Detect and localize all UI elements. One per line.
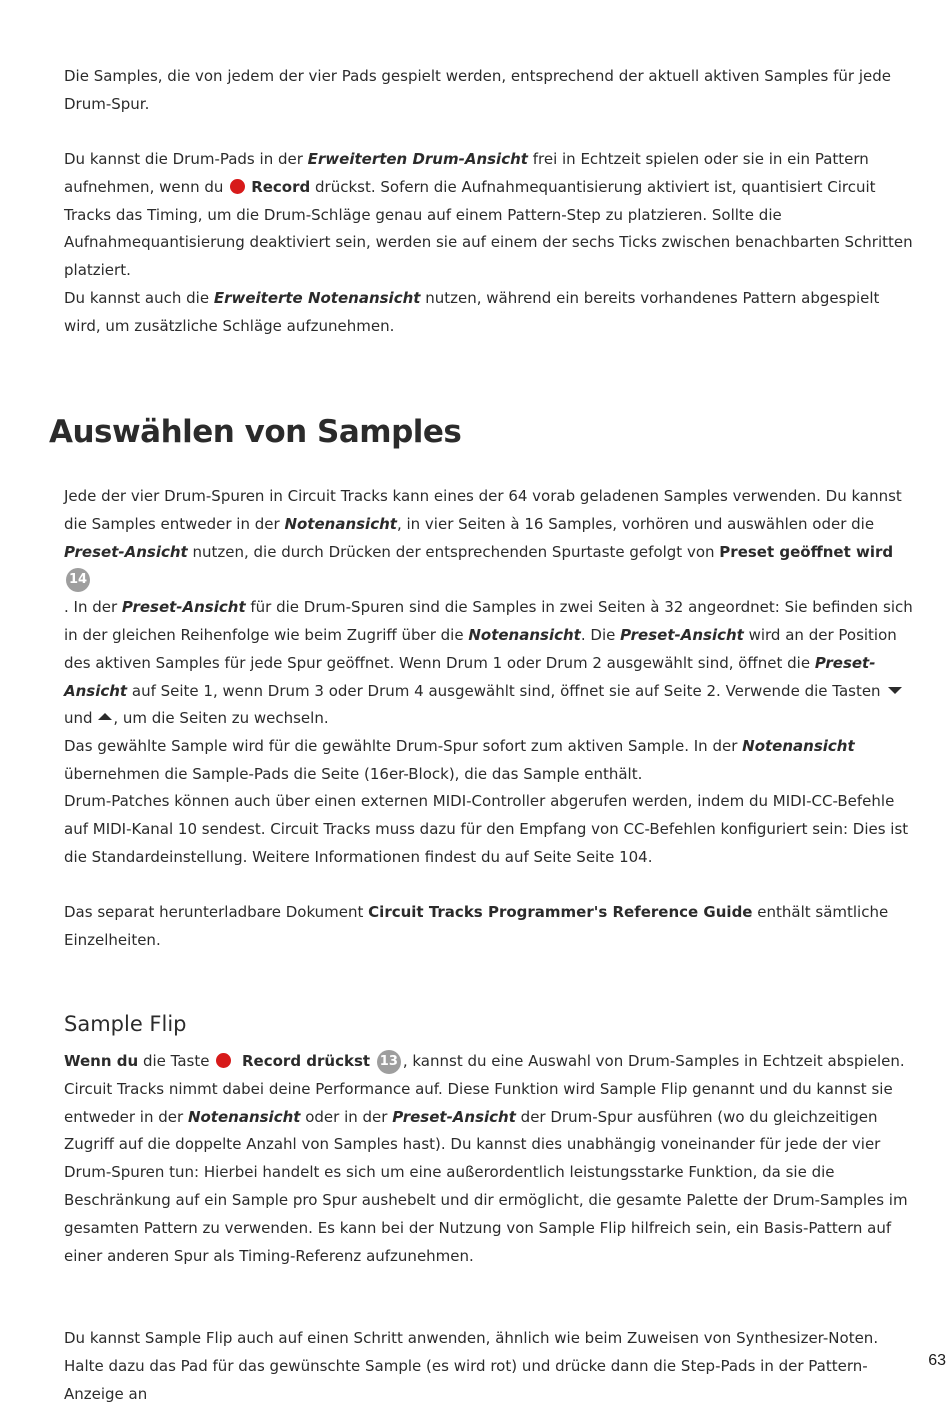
record-dot-icon: [216, 1053, 231, 1068]
term-wenn-du: Wenn du: [64, 1052, 139, 1070]
term-preset-view: Preset-Ansicht: [64, 542, 188, 561]
term-record: Record: [251, 177, 311, 196]
subheading-sample-flip: Sample Flip: [64, 1012, 187, 1036]
term-preset-view: Preset-Ansicht: [121, 598, 246, 617]
button-number-badge-14: 14: [66, 568, 90, 592]
arrow-up-icon: [98, 713, 112, 720]
term-preset-view: Preset-Ansicht: [620, 625, 744, 644]
paragraph-sample-flip: Wenn du die Taste Record drückst 13 , kannst du eine Auswahl von Drum-Samples in Echtzeit abspielen. Circuit Tracks nimmt dabei deine Performance auf. Diese Funktion wird Sample Flip genannt und du kannst sie entweder in der Notenansicht oder in der Preset-Ansicht der Drum-Spur ausführen (wo du gleichzeitigen Zugriff auf die doppelte Anzahl von Samples hast). Du kannst dies unabhängig voneinander für jede der vier Drum-Spuren tun: Hierbei handelt es sich um eine außerordentlich leistungsstarke Funktion, da sie die Beschränkung auf ein Sample pro Spur aushebelt und dir ermöglicht, die gesamte Palette der Drum-Samples im gesamten Pattern zu verwenden. Es kann bei der Nutzung von Sample Flip hilfreich sein, ein Basis-Pattern auf einer anderen Spur als Timing-Referenz aufzunehmen.: [64, 1048, 916, 1270]
term-expanded-note-view: Erweiterte Notenansicht: [213, 289, 421, 307]
paragraph-drum-samples: Die Samples, die von jedem der vier Pads gespielt werden, entsprechend der aktuell aktiven Samples für jede Drum-Spur.: [64, 67, 891, 113]
term-note-view: Notenansicht: [187, 1107, 301, 1126]
term-preset-opened: Preset geöffnet wird: [719, 542, 894, 561]
paragraph-programmers-guide: Das separat herunterladbare Dokument Circuit Tracks Programmer's Reference Guide enthält sämtliche Einzelheiten.: [64, 903, 889, 949]
paragraph-sample-flip-step: Du kannst Sample Flip auch auf einen Schritt anwenden, ähnlich wie beim Zuweisen von Synthesizer-Noten. Halte dazu das Pad für das gewünschte Sample (es wird rot) und drücke dann die Step-Pads in der Pattern-Anzeige an: [64, 1329, 879, 1403]
button-number-badge-13: 13: [377, 1050, 401, 1074]
term-note-view: Notenansicht: [284, 514, 397, 533]
paragraph-record-drum-pads: Du kannst die Drum-Pads in der Erweiterten Drum-Ansicht frei in Echtzeit spielen oder sie in ein Pattern aufnehmen, wenn du Record drückst. Sofern die Aufnahmequantisierung aktiviert ist, quantisiert Circuit Tracks das Timing, um die Drum-Schläge genau auf einem Pattern-Step zu platzieren. Sollte die Aufnahmequantisierung deaktiviert sein, werden sie auf einem der sechs Ticks zwischen benachbarten Schritten platziert.: [64, 150, 913, 280]
paragraph-expanded-note-view: Du kannst auch die Erweiterte Notenansicht nutzen, während ein bereits vorhandenes Pattern abgespielt wird, um zusätzliche Schläge aufzunehmen.: [64, 289, 880, 335]
paragraph-midi-cc: Drum-Patches können auch über einen externen MIDI-Controller abgerufen werden, indem du MIDI-CC-Befehle auf MIDI-Kanal 10 sendest. Circuit Tracks muss dazu für den Empfang von CC-Befehlen konfiguriert sein: Dies ist die Standardeinstellung. Weitere Informationen findest du auf Seite Seite 104.: [64, 792, 909, 866]
term-programmers-reference-guide: Circuit Tracks Programmer's Reference Guide: [368, 903, 753, 921]
paragraph-selecting-samples: Jede der vier Drum-Spuren in Circuit Tracks kann eines der 64 vorab geladenen Samples verwenden. Du kannst die Samples entweder in der Notenansicht, in vier Seiten à 16 Samples, vorhören und auswählen oder die Preset-Ansicht nutzen, die durch Drücken der entsprechenden Spurtaste gefolgt von Preset geöffnet wird 14 . In der Preset-Ansicht für die Drum-Spuren sind die Samples in zwei Seiten à 32 angeordnet: Sie befinden sich in der gleichen Reihenfolge wie beim Zugriff über die Notenansicht. Die Preset-Ansicht wird an der Position des aktiven Samples für jede Spur geöffnet. Wenn Drum 1 oder Drum 2 ausgewählt sind, öffnet die Preset-Ansicht auf Seite 1, wenn Drum 3 oder Drum 4 ausgewählt sind, öffnet sie auf Seite 2. Verwende die Tasten und , um die Seiten zu wechseln. Das gewählte Sample wird für die gewählte Drum-Spur sofort zum aktiven Sample. In der Notenansicht übernehmen die Sample-Pads die Seite (16er-Block), die das Sample enthält.: [64, 487, 913, 783]
record-dot-icon: [230, 179, 245, 194]
term-preset-view: Preset-Ansicht: [64, 653, 876, 700]
section-heading-selecting-samples: Auswählen von Samples: [49, 414, 462, 450]
term-record-press: Record drückst: [242, 1052, 371, 1070]
term-expanded-drum-view: Erweiterten Drum-Ansicht: [307, 150, 528, 168]
arrow-down-icon: [888, 687, 902, 694]
term-note-view: Notenansicht: [468, 625, 581, 644]
term-preset-view: Preset-Ansicht: [392, 1107, 516, 1126]
page-number: 63: [928, 1352, 946, 1369]
term-note-view: Notenansicht: [742, 737, 855, 756]
